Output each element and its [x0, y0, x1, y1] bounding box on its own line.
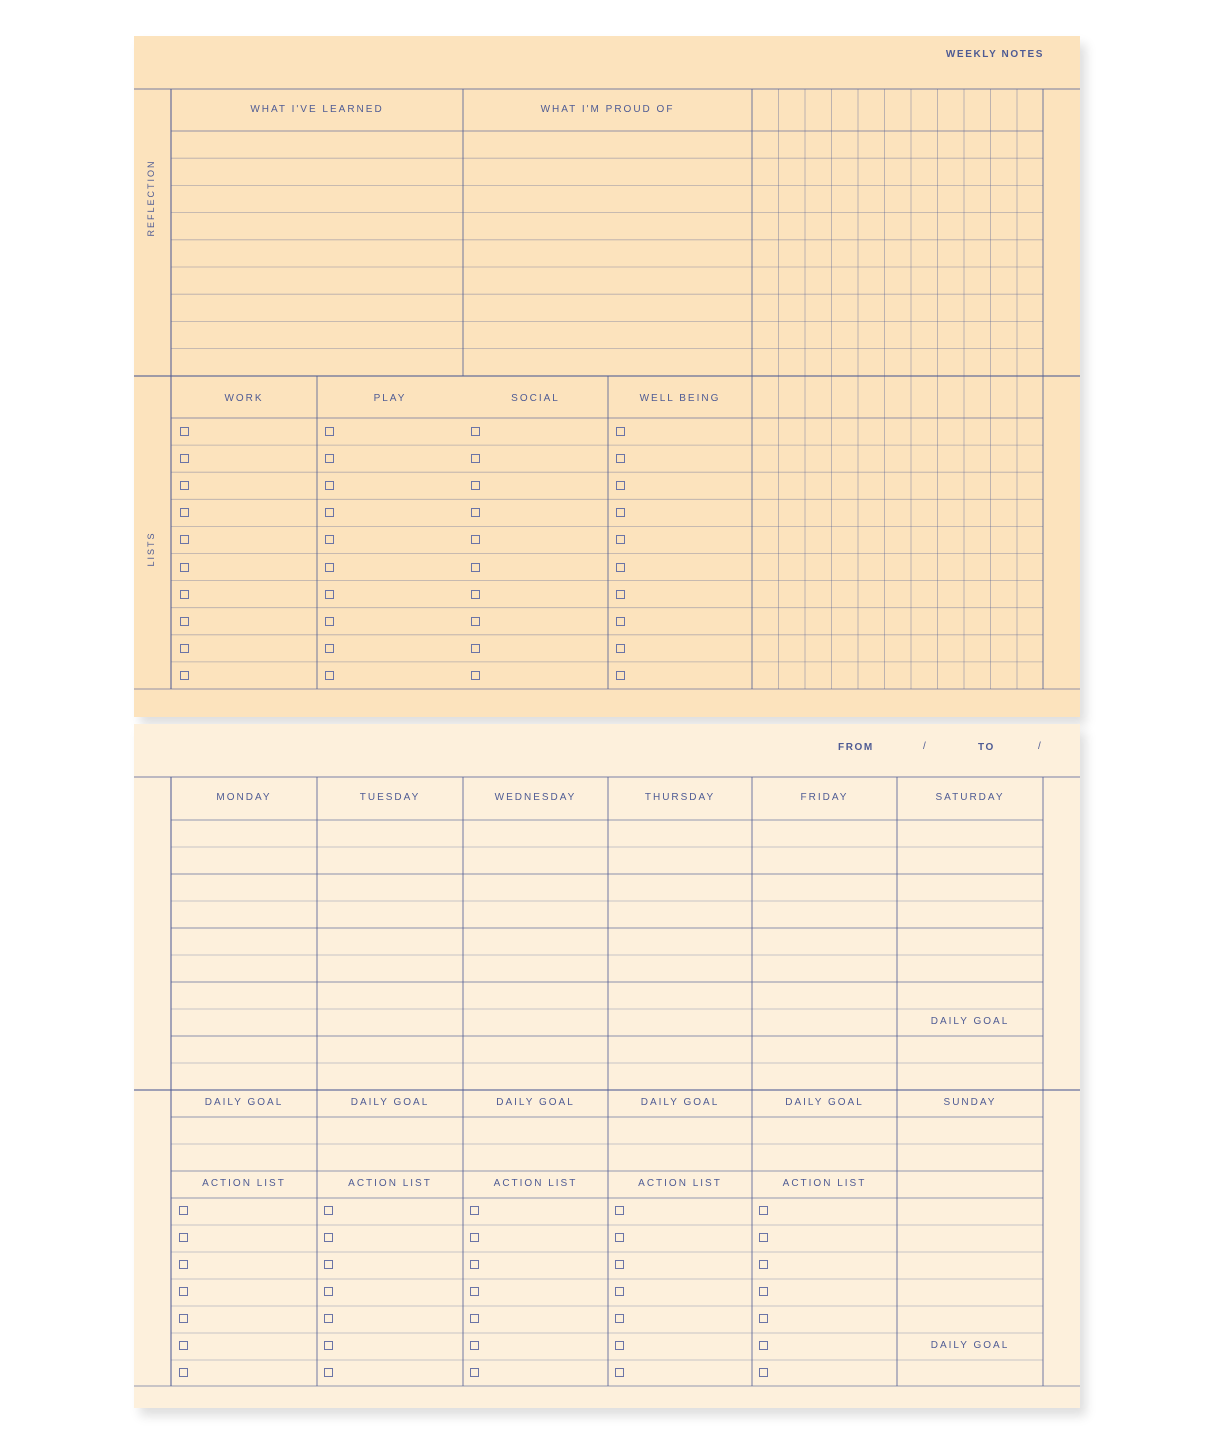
list-checkbox[interactable] [180, 644, 189, 653]
list-checkbox[interactable] [471, 454, 480, 463]
list-checkbox[interactable] [180, 671, 189, 680]
friday-action-list-label: ACTION LIST [782, 1178, 867, 1189]
day-header-monday: MONDAY [216, 792, 272, 803]
lists-section-label: LISTS [146, 531, 156, 567]
tuesday-action-list-label: ACTION LIST [348, 1178, 432, 1189]
to-date-separator: / [1038, 741, 1043, 752]
day-header-wednesday: WEDNESDAY [494, 792, 577, 803]
day-header-thursday: THURSDAY [644, 792, 716, 803]
list-checkbox[interactable] [616, 535, 625, 544]
to-label: TO [978, 742, 995, 753]
thursday-action-list-label: ACTION LIST [638, 1178, 722, 1189]
from-label: FROM [838, 742, 874, 753]
action-list-checkbox[interactable] [759, 1368, 768, 1377]
action-list-checkbox[interactable] [615, 1314, 624, 1323]
list-checkbox[interactable] [471, 427, 480, 436]
work-column-header: WORK [224, 393, 264, 404]
list-checkbox[interactable] [471, 671, 480, 680]
action-list-checkbox[interactable] [615, 1341, 624, 1350]
action-list-checkbox[interactable] [324, 1368, 333, 1377]
action-list-checkbox[interactable] [179, 1341, 188, 1350]
from-date-separator: / [923, 741, 928, 752]
action-list-checkbox[interactable] [324, 1206, 333, 1215]
action-list-checkbox[interactable] [470, 1368, 479, 1377]
sheet-title: WEEKLY NOTES [945, 49, 1044, 60]
wednesday-daily-goal-label: DAILY GOAL [496, 1097, 575, 1108]
list-checkbox[interactable] [180, 617, 189, 626]
proud-column-header: WHAT I'M PROUD OF [540, 104, 675, 115]
play-column-header: PLAY [373, 393, 407, 404]
list-checkbox[interactable] [471, 590, 480, 599]
bottom-sheet-grid [134, 724, 1080, 1408]
action-list-checkbox[interactable] [759, 1287, 768, 1296]
action-list-checkbox[interactable] [470, 1287, 479, 1296]
list-checkbox[interactable] [180, 454, 189, 463]
wellbeing-column-header: WELL BEING [639, 393, 721, 404]
action-list-checkbox[interactable] [615, 1368, 624, 1377]
saturday-daily-goal-label: DAILY GOAL [930, 1016, 1010, 1027]
list-checkbox[interactable] [180, 427, 189, 436]
top-sheet-grid [134, 36, 1080, 717]
list-checkbox[interactable] [325, 617, 334, 626]
list-checkbox[interactable] [616, 617, 625, 626]
action-list-checkbox[interactable] [759, 1206, 768, 1215]
list-checkbox[interactable] [325, 481, 334, 490]
action-list-checkbox[interactable] [759, 1233, 768, 1242]
monday-action-list-label: ACTION LIST [202, 1178, 286, 1189]
learned-column-header: WHAT I'VE LEARNED [250, 104, 384, 115]
list-checkbox[interactable] [471, 563, 480, 572]
action-list-checkbox[interactable] [324, 1287, 333, 1296]
day-header-tuesday: TUESDAY [359, 792, 421, 803]
wednesday-action-list-label: ACTION LIST [493, 1178, 578, 1189]
list-checkbox[interactable] [325, 563, 334, 572]
list-checkbox[interactable] [325, 644, 334, 653]
list-checkbox[interactable] [616, 481, 625, 490]
list-checkbox[interactable] [616, 454, 625, 463]
action-list-checkbox[interactable] [179, 1287, 188, 1296]
list-checkbox[interactable] [471, 535, 480, 544]
action-list-checkbox[interactable] [470, 1206, 479, 1215]
list-checkbox[interactable] [325, 508, 334, 517]
thursday-daily-goal-label: DAILY GOAL [640, 1097, 720, 1108]
list-checkbox[interactable] [616, 644, 625, 653]
action-list-checkbox[interactable] [324, 1341, 333, 1350]
list-checkbox[interactable] [180, 563, 189, 572]
list-checkbox[interactable] [471, 617, 480, 626]
day-header-friday: FRIDAY [800, 792, 849, 803]
action-list-checkbox[interactable] [179, 1368, 188, 1377]
sunday-daily-goal-label: DAILY GOAL [930, 1340, 1010, 1351]
action-list-checkbox[interactable] [615, 1233, 624, 1242]
list-checkbox[interactable] [471, 644, 480, 653]
action-list-checkbox[interactable] [470, 1233, 479, 1242]
list-checkbox[interactable] [180, 590, 189, 599]
list-checkbox[interactable] [616, 671, 625, 680]
action-list-checkbox[interactable] [759, 1260, 768, 1269]
social-column-header: SOCIAL [511, 393, 560, 404]
action-list-checkbox[interactable] [179, 1206, 188, 1215]
list-checkbox[interactable] [471, 508, 480, 517]
action-list-checkbox[interactable] [324, 1314, 333, 1323]
action-list-checkbox[interactable] [615, 1287, 624, 1296]
friday-daily-goal-label: DAILY GOAL [785, 1097, 864, 1108]
list-checkbox[interactable] [180, 535, 189, 544]
list-checkbox[interactable] [180, 508, 189, 517]
day-header-saturday: SATURDAY [935, 792, 1005, 803]
list-checkbox[interactable] [616, 508, 625, 517]
action-list-checkbox[interactable] [324, 1233, 333, 1242]
action-list-checkbox[interactable] [179, 1314, 188, 1323]
action-list-checkbox[interactable] [759, 1341, 768, 1350]
monday-daily-goal-label: DAILY GOAL [204, 1097, 284, 1108]
action-list-checkbox[interactable] [470, 1341, 479, 1350]
reflection-section-label: REFLECTION [146, 159, 156, 237]
list-checkbox[interactable] [616, 427, 625, 436]
list-checkbox[interactable] [325, 671, 334, 680]
action-list-checkbox[interactable] [759, 1314, 768, 1323]
list-checkbox[interactable] [325, 590, 334, 599]
tuesday-daily-goal-label: DAILY GOAL [350, 1097, 430, 1108]
action-list-checkbox[interactable] [615, 1260, 624, 1269]
day-header-sunday: SUNDAY [943, 1097, 997, 1108]
action-list-checkbox[interactable] [179, 1260, 188, 1269]
list-checkbox[interactable] [471, 481, 480, 490]
action-list-checkbox[interactable] [179, 1233, 188, 1242]
action-list-checkbox[interactable] [470, 1314, 479, 1323]
list-checkbox[interactable] [616, 563, 625, 572]
weekly-notes-sheet [134, 36, 1080, 717]
list-checkbox[interactable] [325, 454, 334, 463]
list-checkbox[interactable] [180, 481, 189, 490]
weekly-planner-sheet [134, 724, 1080, 1408]
action-list-checkbox[interactable] [615, 1206, 624, 1215]
list-checkbox[interactable] [325, 427, 334, 436]
list-checkbox[interactable] [325, 535, 334, 544]
action-list-checkbox[interactable] [470, 1260, 479, 1269]
action-list-checkbox[interactable] [324, 1260, 333, 1269]
list-checkbox[interactable] [616, 590, 625, 599]
